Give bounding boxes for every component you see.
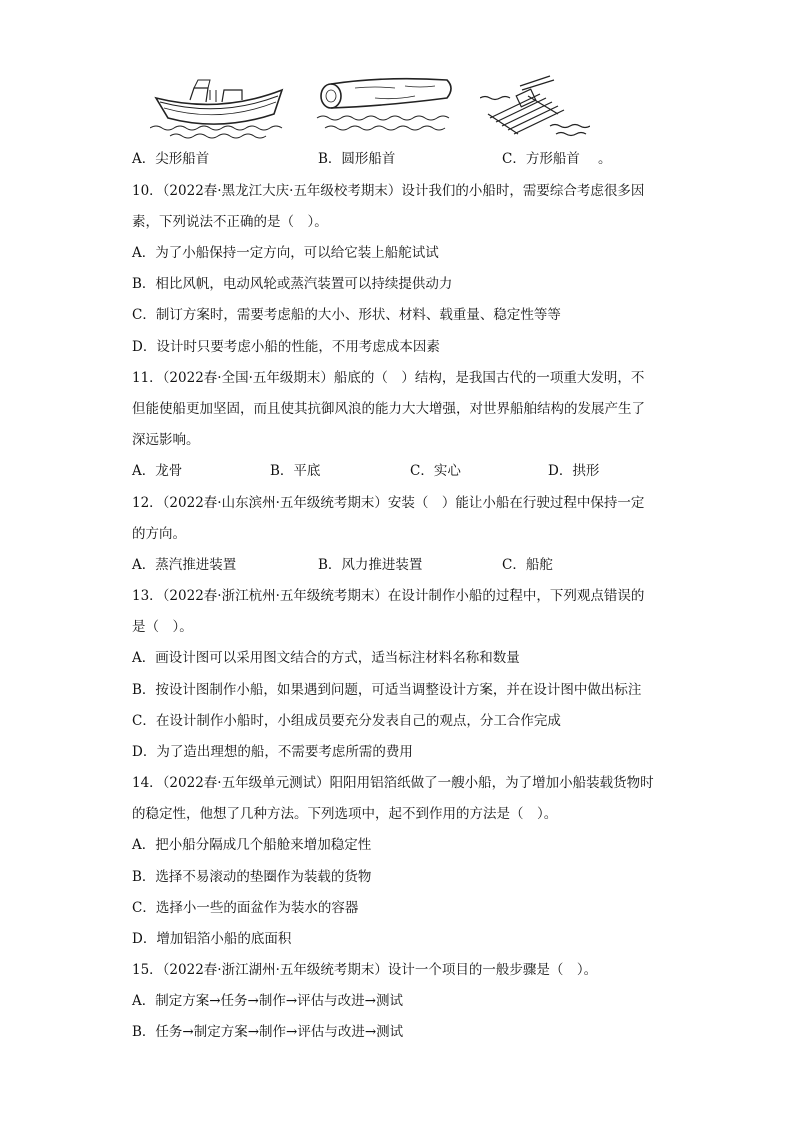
q11-stem-line-3: 深远影响。 <box>132 432 200 448</box>
q12-option-c[interactable]: C．船舵 <box>502 557 553 573</box>
q13-stem-line-1: 13．（2022春·浙江杭州·五年级统考期末）在设计制作小船的过程中，下列观点错误的 <box>132 588 645 604</box>
q14-stem-line-2: 的稳定性，他想了几种方法。下列选项中，起不到作用的方法是（ ）。 <box>132 806 558 822</box>
q14-option-c[interactable]: C．选择小一些的面盆作为装水的容器 <box>132 900 359 916</box>
q14-option-d[interactable]: D．增加铝箔小船的底面积 <box>132 931 292 947</box>
q15-option-a[interactable]: A．制定方案→任务→制作→评估与改进→测试 <box>132 993 403 1009</box>
q15-option-b[interactable]: B．任务→制定方案→制作→评估与改进→测试 <box>132 1024 404 1040</box>
q14-option-a[interactable]: A．把小船分隔成几个船舱来增加稳定性 <box>132 837 372 853</box>
q11-option-d[interactable]: D．拱形 <box>548 463 600 479</box>
q12-option-a[interactable]: A．蒸汽推进装置 <box>132 557 237 573</box>
q11-option-a[interactable]: A．龙骨 <box>132 463 183 479</box>
q9-trailing-mark: 。 <box>598 151 612 167</box>
q11-stem-line-2: 但能使船更加坚固，而且使其抗御风浪的能力大大增强，对世界船舶结构的发展产生了 <box>132 401 645 417</box>
q14-stem-line-1: 14．（2022春·五年级单元测试）阳阳用铝箔纸做了一艘小船，为了增加小船装载货物时 <box>132 775 654 791</box>
q15-stem-line-1: 15．（2022春·浙江湖州·五年级统考期末）设计一个项目的一般步骤是（ ）。 <box>132 962 598 978</box>
q12-options <box>132 555 672 575</box>
q11-stem-line-1: 11．（2022春·全国·五年级期末）船底的（ ）结构，是我国古代的一项重大发明，不 <box>132 370 645 386</box>
q10-option-a[interactable]: A．为了小船保持一定方向，可以给它装上船舵试试 <box>132 245 439 261</box>
q13-option-d[interactable]: D．为了造出理想的船，不需要考虑所需的费用 <box>132 744 413 760</box>
q13-option-b[interactable]: B．按设计图制作小船，如果遇到问题，可适当调整设计方案，并在设计图中做出标注 <box>132 682 642 698</box>
q13-option-c[interactable]: C．在设计制作小船时，小组成员要充分发表自己的观点，分工合作完成 <box>132 713 561 729</box>
raft-figure <box>480 70 590 140</box>
q10-option-d[interactable]: D．设计时只要考虑小船的性能，不用考虑成本因素 <box>132 339 440 355</box>
q12-stem-line-1: 12．（2022春·山东滨州·五年级统考期末）安装（ ）能让小船在行驶过程中保持一定 <box>132 495 645 511</box>
q13-option-a[interactable]: A．画设计图可以采用图文结合的方式，适当标注材料名称和数量 <box>132 650 520 666</box>
q13-stem-line-2: 是（ ）。 <box>132 619 193 635</box>
q9-option-c[interactable]: C．方形船首 <box>502 151 580 167</box>
q9-options <box>132 149 672 169</box>
boat-figure <box>150 70 290 140</box>
q10-stem-line-1: 10．（2022春·黑龙江大庆·五年级校考期末）设计我们的小船时，需要综合考虑很多因 <box>132 183 645 199</box>
q9-option-a[interactable]: A．尖形船首 <box>132 151 210 167</box>
q11-options <box>132 461 672 481</box>
q9-figures <box>150 70 590 140</box>
q9-option-b[interactable]: B．圆形船首 <box>318 151 396 167</box>
q10-option-c[interactable]: C．制订方案时，需要考虑船的大小、形状、材料、载重量、稳定性等等 <box>132 307 561 323</box>
q14-option-b[interactable]: B．选择不易滚动的垫圈作为装载的货物 <box>132 869 372 885</box>
log-figure <box>315 70 465 140</box>
q10-option-b[interactable]: B．相比风帆，电动风轮或蒸汽装置可以持续提供动力 <box>132 276 453 292</box>
q11-option-c[interactable]: C．实心 <box>410 463 461 479</box>
q12-option-b[interactable]: B．风力推进装置 <box>318 557 423 573</box>
q11-option-b[interactable]: B．平底 <box>270 463 321 479</box>
q10-stem-line-2: 素，下列说法不正确的是（ ）。 <box>132 214 328 230</box>
q12-stem-line-2: 的方向。 <box>132 526 186 542</box>
